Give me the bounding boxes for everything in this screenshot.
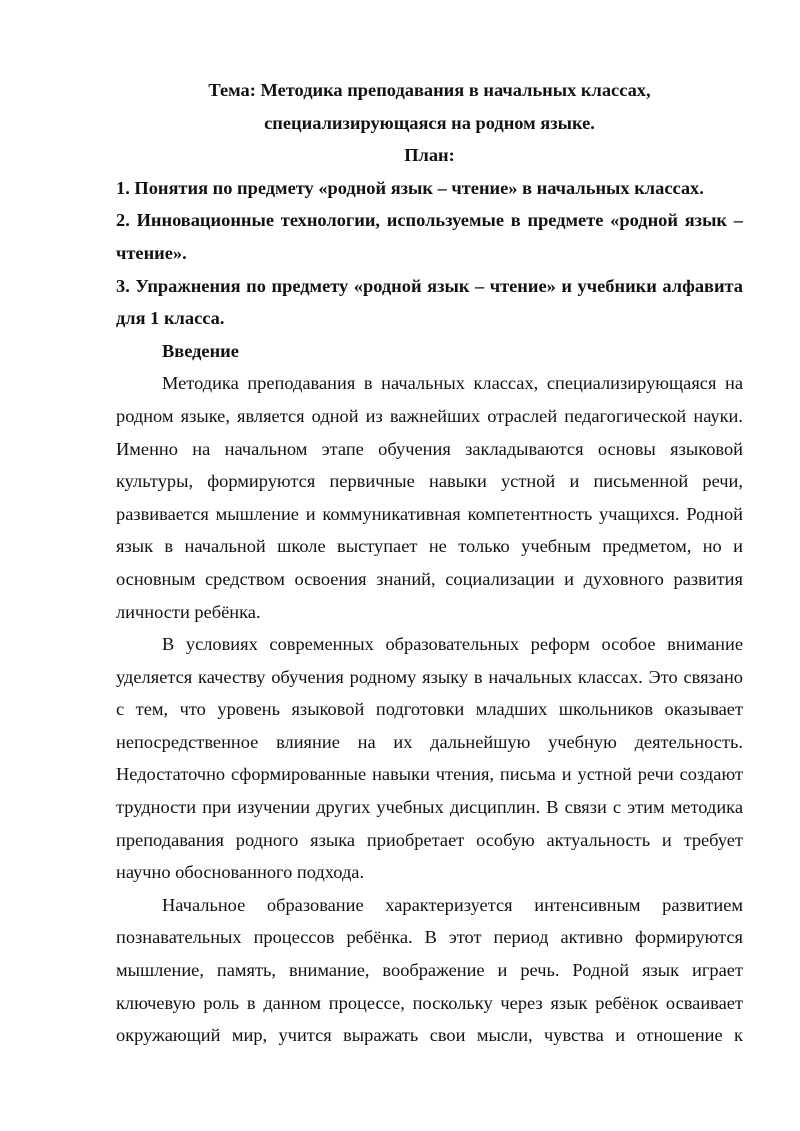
paragraph-line: познавательных процессов ребёнка. В этот период активно формируются: [116, 927, 743, 948]
paragraph-line: уделяется качеству обучения родному языку в начальных классах. Это связано: [116, 666, 743, 687]
paragraph-line: научно обоснованного подхода.: [116, 862, 365, 883]
paragraph-line: трудности при изучении других учебных дисциплин. В связи с этим методика: [116, 797, 743, 818]
plan-item-2-line-2: чтение».: [116, 242, 187, 263]
paragraph-1: [116, 367, 743, 628]
paragraph-line: мышление, память, внимание, воображение и речь. Родной язык играет: [116, 960, 743, 981]
document-title-line-1: Тема: Методика преподавания в начальных классах,: [208, 80, 651, 100]
paragraph-line: родном языке, является одной из важнейших отраслей педагогической науки.: [116, 405, 743, 426]
paragraph-line: язык в начальной школе выступает не только учебным предметом, но и: [116, 536, 743, 557]
intro-heading: Введение: [162, 340, 239, 361]
paragraph-line: В условиях современных образовательных реформ особое внимание: [162, 634, 743, 655]
paragraph-line: культуры, формируются первичные навыки устной и письменной речи,: [116, 471, 743, 492]
paragraph-line: личности ребёнка.: [116, 601, 261, 622]
plan-item-1: 1. Понятия по предмету «родной язык – чтение» в начальных классах.: [116, 177, 704, 198]
paragraph-line: окружающий мир, учится выражать свои мысли, чувства и отношение к: [116, 1025, 743, 1046]
paragraph-line: непосредственное влияние на их дальнейшую учебную деятельность.: [116, 731, 743, 752]
document-page: [116, 74, 743, 1052]
plan-item-3-line-2: для 1 класса.: [116, 308, 225, 329]
paragraph-line: Именно на начальном этапе обучения закладываются основы языковой: [116, 438, 743, 459]
paragraph-line: основным средством освоения знаний, социализации и духовного развития: [116, 568, 743, 589]
paragraph-line: Начальное образование характеризуется интенсивным развитием: [162, 894, 743, 915]
document-title-line-2: специализирующаяся на родном языке.: [264, 112, 595, 133]
paragraph-line: Методика преподавания в начальных классах, специализирующаяся на: [162, 373, 743, 394]
paragraph-line: Недостаточно сформированные навыки чтения, письма и устной речи создают: [116, 764, 743, 785]
paragraph-line: с тем, что уровень языковой подготовки младших школьников оказывает: [116, 699, 743, 720]
paragraph-3: [116, 889, 743, 1052]
plan-heading: План:: [404, 145, 455, 166]
plan-item-2-line-1: 2. Инновационные технологии, используемые в предмете «родной язык –: [116, 210, 743, 231]
paragraph-line: преподавания родного языка приобретает особую актуальность и требует: [116, 829, 743, 850]
paragraph-2: [116, 628, 743, 889]
plan-item-3-line-1: 3. Упражнения по предмету «родной язык – чтение» и учебники алфавита: [116, 275, 743, 296]
paragraph-line: развивается мышление и коммуникативная компетентность учащихся. Родной: [116, 503, 743, 524]
paragraph-line: ключевую роль в данном процессе, поскольку через язык ребёнок осваивает: [116, 992, 743, 1013]
